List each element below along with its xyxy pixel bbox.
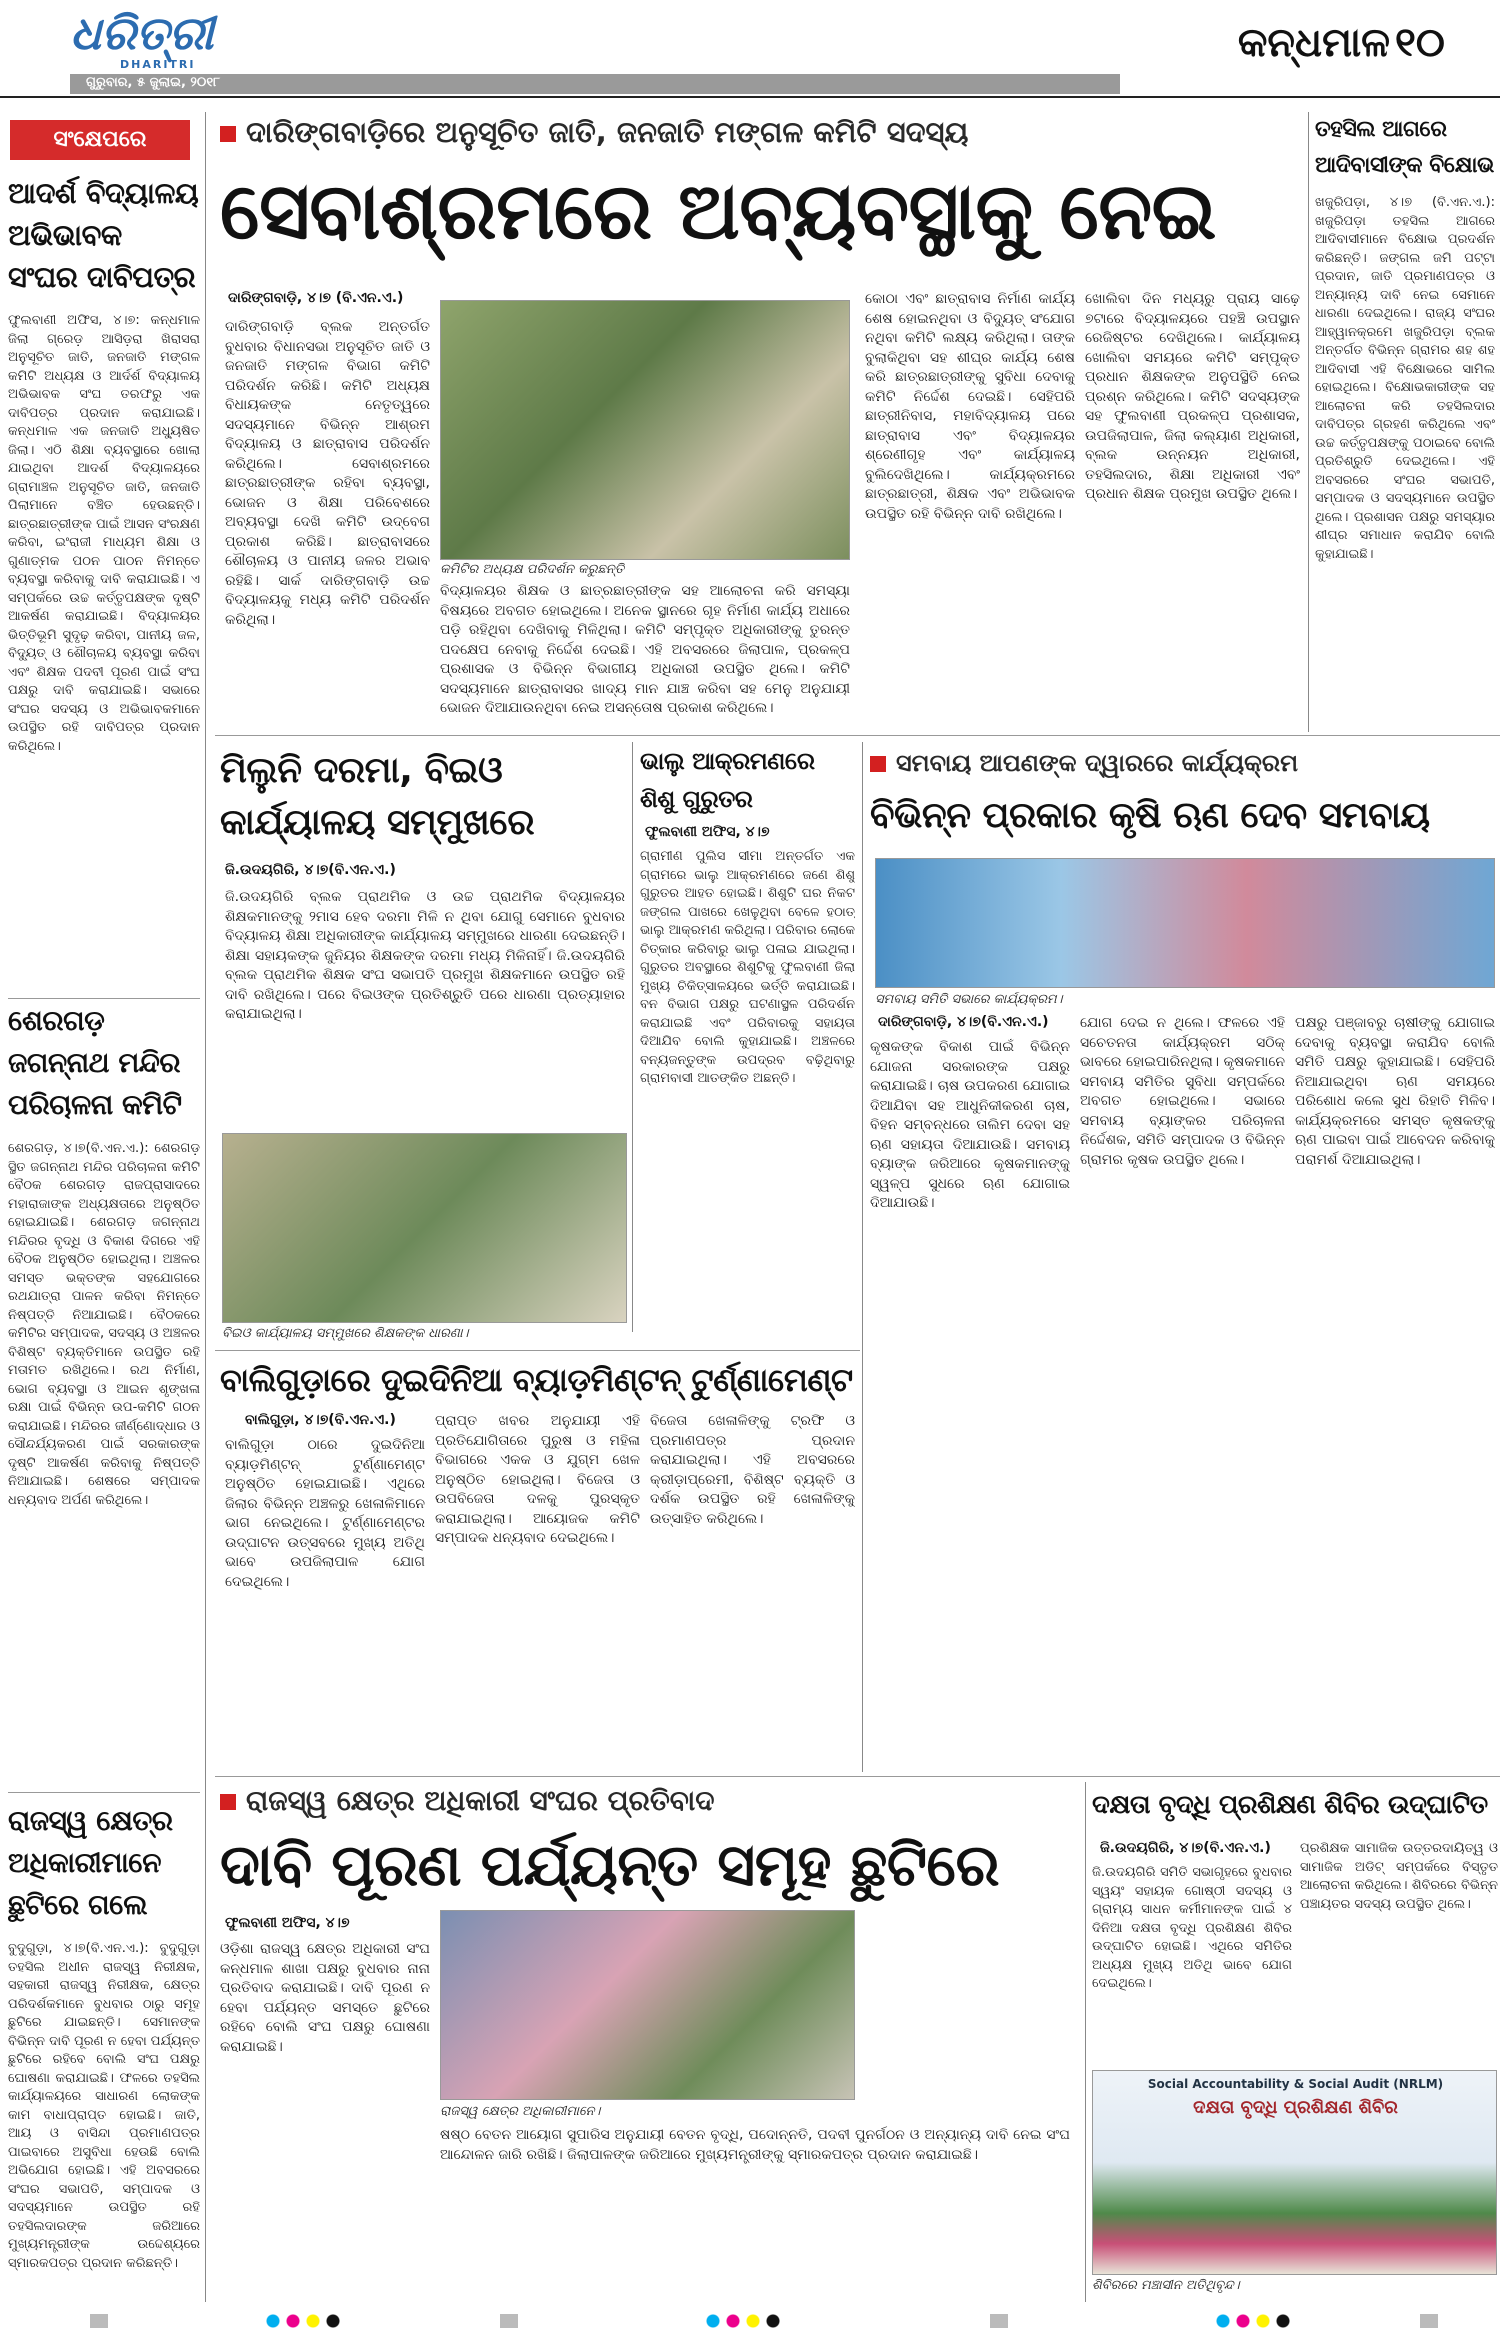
badminton-col1: ବାଲିଗୁଡ଼ା ଠାରେ ଦୁଇଦିନିଆ ବ୍ୟାଡ଼ମିଣ୍ଟନ୍ ଟୁର୍ଣ୍ଣାମେଣ୍ଟ ଅନୁଷ୍ଠିତ ହୋଇଯାଇଛି। ଏଥିରେ ଜିଲାର ବିଭିନ୍ନ ଅଞ୍ଚଳରୁ ଖେଳାଳିମାନେ ଭାଗ ନେଇଥିଲେ। ଟୁର୍ଣ୍ଣାମେଣ୍ଟର ଉଦ୍‌ଘାଟନ ଉତ୍ସବରେ ମୁଖ୍ୟ ଅତିଥି ଭାବେ ଉପଜିଲାପାଳ ଯୋଗ ଦେଇଥିଲେ। — [225, 1437, 425, 1590]
dharana-caption: ବିଇଓ କାର୍ଯ୍ୟାଳୟ ସମ୍ମୁଖରେ ଶିକ୍ଷକଙ୍କ ଧାରଣା। — [222, 1326, 469, 1341]
bank-headline: ବିଭିନ୍ନ ପ୍ରକାର କୃଷି ଋଣ ଦେବ ସମବାୟ — [870, 795, 1430, 836]
skill-divider — [1085, 1782, 1086, 2302]
skill-banner-odia: ଦକ୍ଷତା ବୃଦ୍ଧି ପ୍ରଶିକ୍ଷଣ ଶିବିର — [1193, 2097, 1398, 2118]
badminton-col3: ବିଜେତା ଖେଳାଳିଙ୍କୁ ଟ୍ରଫି ଓ ପ୍ରମାଣପତ୍ର ପ୍ରଦାନ କରାଯାଇଥିଲା। ଏହି ଅବସରରେ କ୍ରୀଡ଼ାପ୍ରେମୀ, ବିଶିଷ୍ଟ ବ୍ୟକ୍ତି ଓ ଦର୍ଶକ ଉପସ୍ଥିତ ରହି ଖେଳାଳିଙ୍କୁ ଉତ୍ସାହିତ କରିଥିଲେ। — [650, 1413, 855, 1527]
revenue-photo — [440, 1910, 855, 2100]
logo-text: ଧରିତ୍ରୀ — [70, 6, 214, 60]
brief-divider-2 — [8, 1792, 200, 1793]
bank-kicker — [870, 745, 1500, 781]
lead-col2: ବିଦ୍ୟାଳୟର ଶିକ୍ଷକ ଓ ଛାତ୍ରଛାତ୍ରୀଙ୍କ ସହ ଆଲୋଚନା କରି ସମସ୍ୟା ବିଷୟରେ ଅବଗତ ହୋଇଥିଲେ। ଅନେକ ସ୍ଥାନରେ ଗୃହ ନିର୍ମାଣ କାର୍ଯ୍ୟ ଅଧାରେ ପଡ଼ି ରହିଥିବା ଦେଖିବାକୁ ମିଳିଥିଲା। କମିଟି ସମ୍ପୃକ୍ତ ଅଧିକାରୀଙ୍କୁ ତୁରନ୍ତ ପଦକ୍ଷେପ ନେବାକୁ ନିର୍ଦ୍ଦେଶ ଦେଇଛି। ଏହି ଅବସରରେ ଜିଲାପାଳ, ପ୍ରକଳ୍ପ ପ୍ରଶାସକ ଓ ବିଭିନ୍ନ ବିଭାଗୀୟ ଅଧିକାରୀ ଉପସ୍ଥିତ ଥିଲେ। କମିଟି ସଦସ୍ୟମାନେ ଛାତ୍ରାବାସର ଖାଦ୍ୟ ମାନ ଯାଞ୍ଚ କରିବା ସହ ମେନୁ ଅନୁଯାୟୀ ଭୋଜନ ଦିଆଯାଉନଥିବା ନେଇ ଅସନ୍ତୋଷ ପ୍ରକାଶ କରିଥିଲେ। — [440, 583, 850, 716]
revenue-headline: ଦାବି ପୂରଣ ପର୍ଯ୍ୟନ୍ତ ସମୂହ ଛୁଟିରେ — [220, 1831, 1000, 1899]
lead-photo — [440, 300, 850, 560]
shishu-headline: ଭାଲୁ ଆକ୍ରମଣରେ ଶିଶୁ ଗୁରୁତର — [640, 747, 815, 813]
left-column-divider — [205, 112, 206, 2302]
lead-headline: ସେବାଶ୍ରମରେ ଅବ୍ୟବସ୍ଥାକୁ ନେଇ — [220, 167, 1217, 257]
brief2-title: ଶେରଗଡ଼ ଜଗନ୍ନାଥ ମନ୍ଦିର ପରିଚାଳନା କମିଟି — [8, 1004, 182, 1121]
skill-headline: ଦକ୍ଷତା ବୃଦ୍ଧି ପ୍ରଶିକ୍ଷଣ ଶିବିର ଉଦ୍‌ଘାଟିତ — [1092, 1790, 1488, 1820]
revenue-kicker-text: ରାଜସ୍ୱ କ୍ଷେତ୍ର ଅଧିକାରୀ ସଂଘର ପ୍ରତିବାଦ — [246, 1784, 715, 1817]
lead-kicker-text: ଦାରିଙ୍ଗବାଡ଼ିରେ ଅନୁସୂଚିତ ଜାତି, ଜନଜାତି ମଙ୍ଗଳ କମିଟି ସଦସ୍ୟ — [246, 115, 969, 149]
revenue-col2: ଷଷ୍ଠ ବେତନ ଆୟୋଗ ସୁପାରିସ ଅନୁଯାୟୀ ବେତନ ବୃଦ୍ଧି, ପଦୋନ୍ନତି, ପଦବୀ ପୁନର୍ଗଠନ ଓ ଅନ୍ୟାନ୍ୟ ଦାବି ନେଇ ସଂଘ ଆନ୍ଦୋଳନ ଜାରି ରଖିଛି। ଜିଲାପାଳଙ୍କ ଜରିଆରେ ମୁଖ୍ୟମନ୍ତ୍ରୀଙ୍କୁ ସ୍ମାରକପତ୍ର ପ୍ରଦାନ କରାଯାଇଛି। — [440, 2127, 1070, 2163]
skill-byline: ଜି.ଉଦୟଗିରି, ୪।୭(ବି.ଏନ.ଏ.) — [1100, 1840, 1271, 1856]
tehsil-body: ଖଜୁରିପଡ଼ା, ୪।୭ (ବି.ଏନ.ଏ.): ଖଜୁରିପଡ଼ା ତହସିଲ ଆଗରେ ଆଦିବାସୀମାନେ ବିକ୍ଷୋଭ ପ୍ରଦର୍ଶନ କରିଛନ୍ତି। ଜଙ୍ଗଲ ଜମି ପଟ୍ଟା ପ୍ରଦାନ, ଜାତି ପ୍ରମାଣପତ୍ର ଓ ଅନ୍ୟାନ୍ୟ ଦାବି ନେଇ ସେମାନେ ଧାରଣା ଦେଇଥିଲେ। ରାଜ୍ୟ ସଂଘର ଆହ୍ୱାନକ୍ରମେ ଖଜୁରିପଡ଼ା ବ୍ଲକ ଅନ୍ତର୍ଗତ ବିଭିନ୍ନ ଗ୍ରାମର ଶହ ଶହ ଆଦିବାସୀ ଏହି ବିକ୍ଷୋଭରେ ସାମିଲ ହୋଇଥିଲେ। ବିକ୍ଷୋଭକାରୀଙ୍କ ସହ ଆଲୋଚନା କରି ତହସିଲଦାର ଦାବିପତ୍ର ଗ୍ରହଣ କରିଥିଲେ ଏବଂ ଉଚ୍ଚ କର୍ତ୍ତୃପକ୍ଷଙ୍କୁ ପଠାଇବେ ବୋଲି ପ୍ରତିଶ୍ରୁତି ଦେଇଥିଲେ। ଏହି ଅବସରରେ ସଂଘର ସଭାପତି, ସମ୍ପାଦକ ଓ ସଦସ୍ୟମାନେ ଉପସ୍ଥିତ ଥିଲେ। ପ୍ରଶାସନ ପକ୍ଷରୁ ସମସ୍ୟାର ଶୀଘ୍ର ସମାଧାନ କରାଯିବ ବୋଲି କୁହାଯାଇଛି। — [1315, 195, 1495, 562]
brief-label-text: ସଂକ୍ଷେପରେ — [53, 127, 147, 152]
tehsil-title: ତହସିଲ ଆଗରେ ଆଦିବାସୀଙ୍କ ବିକ୍ଷୋଭ — [1315, 117, 1494, 178]
skill-body1: ଜି.ଉଦୟଗିରି ସମିତି ସଭାଗୃହରେ ବୁଧବାର ସ୍ୱୟଂ ସହାୟକ ଗୋଷ୍ଠୀ ସଦସ୍ୟ ଓ ଗ୍ରାମ୍ୟ ସାଧନ କର୍ମୀମାନଙ୍କ ପାଇଁ ୪ ଦିନିଆ ଦକ୍ଷତା ବୃଦ୍ଧି ପ୍ରଶିକ୍ଷଣ ଶିବିର ଉଦ୍‌ଘାଟିତ ହୋଇଛି। ଏଥିରେ ସମିତିର ଅଧ୍ୟକ୍ଷ ମୁଖ୍ୟ ଅତିଥି ଭାବେ ଯୋଗ ଦେଇଥିଲେ। — [1092, 1865, 1292, 1991]
skill-banner-text: Social Accountability & Social Audit (NRLM) — [1147, 2077, 1444, 2091]
shishu-divider — [632, 742, 633, 1332]
page-number: ୧୦ — [1395, 20, 1445, 66]
shishu-byline: ଫୁଲବାଣୀ ଅଫିସ, ୪।୭ — [645, 824, 770, 840]
dharana-byline: ଜି.ଉଦୟଗିରି, ୪।୭(ବି.ଏନ.ଏ.) — [225, 862, 396, 878]
badminton-col2: ପ୍ରାପ୍ତ ଖବର ଅନୁଯାୟୀ ଏହି ପ୍ରତିଯୋଗିତାରେ ପୁରୁଷ ଓ ମହିଳା ବିଭାଗରେ ଏକକ ଓ ଯୁଗ୍ମ ଖେଳ ଅନୁଷ୍ଠିତ ହୋଇଥିଲା। ବିଜେତା ଓ ଉପବିଜେତା ଦଳକୁ ପୁରସ୍କୃତ କରାଯାଇଥିଲା। ଆୟୋଜକ କମିଟି ସମ୍ପାଦକ ଧନ୍ୟବାଦ ଦେଇଥିଲେ। — [435, 1413, 640, 1546]
lead-col4: ଖୋଲିବା ଦିନ ମଧ୍ୟରୁ ପ୍ରାୟ ସାଢ଼େ ୭ଟାରେ ବିଦ୍ୟାଳୟରେ ପହଞ୍ଚି ଉପସ୍ଥାନ ରେଜିଷ୍ଟର ଦେଖିଥିଲେ। କାର୍ଯ୍ୟାଳୟ ଖୋଲିବା ସମୟରେ କମିଟି ସମ୍ପୃକ୍ତ ପ୍ରଧାନ ଶିକ୍ଷକଙ୍କ ଅନୁପସ୍ଥିତି ନେଇ ପ୍ରଶ୍ନ କରିଥିଲେ। କମିଟି ସଦସ୍ୟଙ୍କ ସହ ଫୁଲବାଣୀ ପ୍ରକଳ୍ପ ପ୍ରଶାସକ, ଉପଜିଲାପାଳ, ଜିଲା କଲ୍ୟାଣ ଅଧିକାରୀ, ବ୍ଲକ ଉନ୍ନୟନ ଅଧିକାରୀ, ତହସିଲଦାର, ଶିକ୍ଷା ଅଧିକାରୀ ଏବଂ ପ୍ରଧାନ ଶିକ୍ଷକ ପ୍ରମୁଖ ଉପସ୍ଥିତ ଥିଲେ। — [1085, 291, 1300, 502]
brief3-title: ରାଜସ୍ୱ କ୍ଷେତ୍ର ଅଧିକାରୀମାନେ ଛୁଟିରେ ଗଲେ — [8, 1804, 173, 1921]
skill-body2: ପ୍ରଶିକ୍ଷକ ସାମାଜିକ ଉତ୍ତରଦାୟିତ୍ୱ ଓ ସାମାଜିକ ଅଡିଟ୍ ସମ୍ପର୍କରେ ବିସ୍ତୃତ ଆଲୋଚନା କରିଥିଲେ। ଶିବିରରେ ବିଭିନ୍ନ ପଞ୍ଚାୟତର ସଦସ୍ୟ ଉପସ୍ଥିତ ଥିଲେ। — [1300, 1841, 1498, 1912]
issue-date: ଗୁରୁବାର, ୫ ଜୁଲାଇ, ୨୦୧୮ — [86, 75, 220, 90]
kicker-square-icon — [220, 126, 236, 142]
dharana-photo — [222, 1133, 627, 1323]
brief-divider-1 — [8, 998, 200, 999]
logo — [70, 6, 270, 66]
revenue-col1: ଓଡ଼ିଶା ରାଜସ୍ୱ କ୍ଷେତ୍ର ଅଧିକାରୀ ସଂଘ କନ୍ଧମାଳ ଶାଖା ପକ୍ଷରୁ ବୁଧବାର ନାନା ପ୍ରତିବାଦ କରାଯାଇଛି। ଦାବି ପୂରଣ ନ ହେବା ପର୍ଯ୍ୟନ୍ତ ସମସ୍ତେ ଛୁଟିରେ ରହିବେ ବୋଲି ସଂଘ ପକ୍ଷରୁ ଘୋଷଣା କରାଯାଇଛି। — [220, 1941, 430, 2055]
logo-sub: DHARITRI — [120, 58, 196, 71]
bank-col3: ପକ୍ଷରୁ ପଞ୍ଜାବରୁ ଚାଷୀଙ୍କୁ ଯୋଗାଇ ଦେବାକୁ ବ୍ୟବସ୍ଥା କରାଯିବ ବୋଲି ସମିତି ପକ୍ଷରୁ କୁହାଯାଇଛି। ସେହିପରି ନିଆଯାଇଥିବା ଋଣ ସମୟରେ ପରିଶୋଧ କଲେ ସୁଧ ରିହାତି ମିଳିବ। କାର୍ଯ୍ୟକ୍ରମରେ ସମସ୍ତ କୃଷକଙ୍କୁ ଋଣ ପାଇବା ପାଇଁ ଆବେଦନ କରିବାକୁ ପରାମର୍ଶ ଦିଆଯାଇଥିଲା। — [1295, 1015, 1495, 1168]
date-bar — [70, 74, 1120, 94]
dharana-body: ଜି.ଉଦୟଗିରି ବ୍ଲକ ପ୍ରାଥମିକ ଓ ଉଚ୍ଚ ପ୍ରାଥମିକ ବିଦ୍ୟାଳୟର ଶିକ୍ଷକମାନଙ୍କୁ ୨ମାସ ହେବ ଦରମା ମିଳି ନ ଥିବା ଯୋଗୁ ସେମାନେ ବୁଧବାର ବିଦ୍ୟାଳୟ ଶିକ୍ଷା ଅଧିକାରୀଙ୍କ କାର୍ଯ୍ୟାଳୟ ସମ୍ମୁଖରେ ଧାରଣା ଦେଇଛନ୍ତି। ଶିକ୍ଷା ସହାୟକଙ୍କ ଜୁନିୟର ଶିକ୍ଷକଙ୍କ ଦରମା ମଧ୍ୟ ମିଳିନାହିଁ। ଜି.ଉଦୟଗିରି ବ୍ଲକ ପ୍ରାଥମିକ ଶିକ୍ଷକ ସଂଘ ସଭାପତି ପ୍ରମୁଖ ଶିକ୍ଷକମାନେ ଉପସ୍ଥିତ ରହି ଦାବି ରଖିଥିଲେ। ପରେ ବିଇଓଙ୍କ ପ୍ରତିଶ୍ରୁତି ପରେ ଧାରଣା ପ୍ରତ୍ୟାହାର କରାଯାଇଥିଲା। — [225, 889, 625, 1022]
dharana-headline: ମିଲୁନି ଦରମା, ବିଇଓ କାର୍ଯ୍ୟାଳୟ ସମ୍ମୁଖରେ — [220, 750, 535, 843]
brief2-body: ଶେରଗଡ଼, ୪।୭(ବି.ଏନ.ଏ.): ଶେରଗଡ଼ ସ୍ଥିତ ଜଗନ୍ନାଥ ମନ୍ଦିର ପରିଚାଳନା କମିଟି ବୈଠକ ଶେରଗଡ଼ ରାଜପ୍ରାସାଦରେ ମହାରାଜାଙ୍କ ଅଧ୍ୟକ୍ଷତାରେ ଅନୁଷ୍ଠିତ ହୋଇଯାଇଛି। ଶେରଗଡ଼ ଜଗନ୍ନାଥ ମନ୍ଦିରର ବୃଦ୍ଧି ଓ ବିକାଶ ଦିଗରେ ଏହି ବୈଠକ ଅନୁଷ୍ଠିତ ହୋଇଥିଲା। ଅଞ୍ଚଳର ସମସ୍ତ ଭକ୍ତଙ୍କ ସହଯୋଗରେ ରଥଯାତ୍ରା ପାଳନ କରିବା ନିମନ୍ତେ ନିଷ୍ପତ୍ତି ନିଆଯାଇଛି। ବୈଠକରେ କମିଟିର ସମ୍ପାଦକ, ସଦସ୍ୟ ଓ ଅଞ୍ଚଳର ବିଶିଷ୍ଟ ବ୍ୟକ୍ତିମାନେ ଉପସ୍ଥିତ ରହି ମତାମତ ରଖିଥିଲେ। ରଥ ନିର୍ମାଣ, ଭୋଗ ବ୍ୟବସ୍ଥା ଓ ଆଇନ ଶୃଙ୍ଖଳା ରକ୍ଷା ପାଇଁ ବିଭିନ୍ନ ଉପ-କମିଟି ଗଠନ କରାଯାଇଛି। ମନ୍ଦିରର ଜୀର୍ଣ୍ଣୋଦ୍ଧାର ଓ ସୌନ୍ଦର୍ଯ୍ୟକରଣ ପାଇଁ ସରକାରଙ୍କ ଦୃଷ୍ଟି ଆକର୍ଷଣ କରିବାକୁ ନିଷ୍ପତ୍ତି ନିଆଯାଇଛି। ଶେଷରେ ସମ୍ପାଦକ ଧନ୍ୟବାଦ ଅର୍ପଣ କରିଥିଲେ। — [8, 1141, 200, 1508]
bank-col2: ଯୋଗ ଦେଇ ନ ଥିଲେ। ଫଳରେ ଏହି ସଚେତନତା କାର୍ଯ୍ୟକ୍ରମ ସଠିକ୍ ଭାବରେ ହୋଇପାରିନଥିଲା। କୃଷକମାନେ ସମବାୟ ସମିତିର ସୁବିଧା ସମ୍ପର୍କରେ ଅବଗତ ହୋଇଥିଲେ। ସଭାରେ ସମବାୟ ବ୍ୟାଙ୍କର ପରିଚାଳନା ନିର୍ଦ୍ଦେଶକ, ସମିତି ସମ୍ପାଦକ ଓ ବିଭିନ୍ନ ଗ୍ରାମର କୃଷକ ଉପସ୍ଥିତ ଥିଲେ। — [1080, 1015, 1285, 1168]
bank-kicker-square-icon — [870, 756, 886, 772]
revenue-byline: ଫୁଲବାଣୀ ଅଫିସ, ୪।୭ — [225, 1915, 350, 1931]
lead-kicker — [220, 112, 1300, 152]
brief1-title: ଆଦର୍ଶ ବିଦ୍ୟାଳୟ ଅଭିଭାବକ ସଂଘର ଦାବିପତ୍ର — [8, 176, 199, 294]
masthead-rule — [0, 96, 1500, 98]
bank-photo — [875, 858, 1495, 988]
skill-photo — [1092, 2070, 1497, 2275]
revenue-kicker — [220, 1782, 860, 1820]
masthead — [0, 0, 1500, 96]
lead-bottom-rule — [215, 735, 1500, 736]
revenue-caption: ରାଜସ୍ୱ କ୍ଷେତ୍ର ଅଧିକାରୀମାନେ। — [440, 2104, 601, 2119]
shishu-body: ଗ୍ରାମୀଣ ପୁଲିସ ସୀମା ଅନ୍ତର୍ଗତ ଏକ ଗ୍ରାମରେ ଭାଲୁ ଆକ୍ରମଣରେ ଜଣେ ଶିଶୁ ଗୁରୁତର ଆହତ ହୋଇଛି। ଶିଶୁଟି ଘର ନିକଟ ଜଙ୍ଗଲ ପାଖରେ ଖେଳୁଥିବା ବେଳେ ହଠାତ୍ ଭାଲୁ ଆକ୍ରମଣ କରିଥିଲା। ପରିବାର ଲୋକେ ଚିତ୍କାର କରିବାରୁ ଭାଲୁ ପଳାଇ ଯାଇଥିଲା। ଗୁରୁତର ଅବସ୍ଥାରେ ଶିଶୁଟିକୁ ଫୁଲବାଣୀ ଜିଲା ମୁଖ୍ୟ ଚିକିତ୍ସାଳୟରେ ଭର୍ତ୍ତି କରାଯାଇଛି। ବନ ବିଭାଗ ପକ୍ଷରୁ ଘଟଣାସ୍ଥଳ ପରିଦର୍ଶନ କରାଯାଇଛି ଏବଂ ପରିବାରକୁ ସହାୟତା ଦିଆଯିବ ବୋଲି କୁହାଯାଇଛି। ଅଞ୍ଚଳରେ ବନ୍ୟଜନ୍ତୁଙ୍କ ଉପଦ୍ରବ ବଢ଼ିଥିବାରୁ ଗ୍ରାମବାସୀ ଆତଙ୍କିତ ଅଛନ୍ତି। — [640, 849, 855, 1086]
revenue-top-rule — [215, 1776, 1500, 1777]
right-column-divider — [1308, 112, 1309, 732]
revenue-kicker-square-icon — [220, 1794, 236, 1810]
badminton-headline: ବାଲିଗୁଡ଼ାରେ ଦୁଇଦିନିଆ ବ୍ୟାଡ଼ମିଣ୍ଟନ୍ ଟୁର୍ଣ୍ଣାମେଣ୍ଟ — [220, 1361, 853, 1399]
skill-caption: ଶିବିରରେ ମଞ୍ଚାସୀନ ଅତିଥିବୃନ୍ଦ। — [1092, 2278, 1240, 2293]
lead-col1: ଦାରିଙ୍ଗବାଡ଼ି ବ୍ଲକ ଅନ୍ତର୍ଗତ ବୁଧବାର ବିଧାନସଭା ଅନୁସୂଚିତ ଜାତି ଓ ଜନଜାତି ମଙ୍ଗଳ ବିଭାଗ କମିଟି ପରିଦର୍ଶନ କରିଛି। କମିଟି ଅଧ୍ୟକ୍ଷ ବିଧାୟକଙ୍କ ନେତୃତ୍ୱରେ ସଦସ୍ୟମାନେ ବିଭିନ୍ନ ଆଶ୍ରମ ବିଦ୍ୟାଳୟ ଓ ଛାତ୍ରାବାସ ପରିଦର୍ଶନ କରିଥିଲେ। ସେବାଶ୍ରମରେ ଛାତ୍ରଛାତ୍ରୀଙ୍କ ରହିବା ବ୍ୟବସ୍ଥା, ଭୋଜନ ଓ ଶିକ୍ଷା ପରିବେଶରେ ଅବ୍ୟବସ୍ଥା ଦେଖି କମିଟି ଉଦ୍‌ବେଗ ପ୍ରକାଶ କରିଛି। ଛାତ୍ରାବାସରେ ଶୌଚାଳୟ ଓ ପାନୀୟ ଜଳର ଅଭାବ ରହିଛି। ସାର୍କ ଦାରିଙ୍ଗବାଡ଼ି ଉଚ୍ଚ ବିଦ୍ୟାଳୟକୁ ମଧ୍ୟ କମିଟି ପରିଦର୍ଶନ କରିଥିଲା। — [225, 319, 430, 628]
footer-marks — [0, 2306, 1500, 2334]
brief1-body: ଫୁଲବାଣୀ ଅଫିସ, ୪।୭: କନ୍ଧମାଳ ଜିଲା ଗ୍ରେଡ଼ ଆସିଡ଼ରା ଖିରାସରା ଅନୁସୂଚିତ ଜାତି, ଜନଜାତି ମଙ୍ଗଳ କମିଟି ଅଧ୍ୟକ୍ଷ ଓ ଆର୍ଦର୍ଶ ବିଦ୍ୟାଳୟ ଅଭିଭାବକ ସଂଘ ତରଫରୁ ଏକ ଦାବିପତ୍ର ପ୍ରଦାନ କରାଯାଇଛି। କନ୍ଧମାଳ ଏକ ଜନଜାତି ଅଧ୍ୟୁଷିତ ଜିଲା। ଏଠି ଶିକ୍ଷା ବ୍ୟବସ୍ଥାରେ ଖୋଲା ଯାଇଥିବା ଆଦର୍ଶ ବିଦ୍ୟାଳୟରେ ଗ୍ରାମାଞ୍ଚଳ ଅନୁସୂଚିତ ଜାତି, ଜନଜାତି ପିଲାମାନେ ବଞ୍ଚିତ ହେଉଛନ୍ତି। ଛାତ୍ରଛାତ୍ରୀଙ୍କ ପାଇଁ ଆସନ ସଂରକ୍ଷଣ କରିବା, ଇଂରାଜୀ ମାଧ୍ୟମ ଶିକ୍ଷା ଓ ଗୁଣାତ୍ମକ ପଠନ ପାଠନ ନିମନ୍ତେ ବ୍ୟବସ୍ଥା କରିବାକୁ ଦାବି କରାଯାଇଛି। ଏ ସମ୍ପର୍କରେ ଉଚ୍ଚ କର୍ତ୍ତୃପକ୍ଷଙ୍କ ଦୃଷ୍ଟି ଆକର୍ଷଣ କରାଯାଇଛି। ବିଦ୍ୟାଳୟର ଭିତ୍ତିଭୂମି ସୁଦୃଢ଼ କରିବା, ପାନୀୟ ଜଳ, ବିଦ୍ୟୁତ୍ ଓ ଶୌଚାଳୟ ବ୍ୟବସ୍ଥା କରିବା ଏବଂ ଶିକ୍ଷକ ପଦବୀ ପୂରଣ ପାଇଁ ସଂଘ ପକ୍ଷରୁ ଦାବି କରାଯାଇଛି। ସଭାରେ ସଂଘର ସଦସ୍ୟ ଓ ଅଭିଭାବକମାନେ ଉପସ୍ଥିତ ରହି ଦାବିପତ୍ର ପ୍ରଦାନ କରିଥିଲେ। — [8, 313, 200, 754]
brief-label — [10, 120, 190, 160]
bank-kicker-text: ସମବାୟ ଆପଣଙ୍କ ଦ୍ୱାରରେ କାର୍ଯ୍ୟକ୍ରମ — [896, 749, 1299, 777]
badminton-byline: ବାଲିଗୁଡ଼ା, ୪।୭(ବି.ଏନ.ଏ.) — [245, 1412, 396, 1428]
lead-byline: ଦାରିଙ୍ଗବାଡ଼ି, ୪।୭ (ବି.ଏନ.ଏ.) — [228, 290, 404, 306]
bank-divider — [862, 742, 863, 1772]
badminton-top-rule — [215, 1350, 860, 1351]
bank-col1: କୃଷକଙ୍କ ବିକାଶ ପାଇଁ ବିଭିନ୍ନ ଯୋଜନା ସରକାରଙ୍କ ପକ୍ଷରୁ କରାଯାଇଛି। ଚାଷ ଉପକରଣ ଯୋଗାଇ ଦିଆଯିବା ସହ ଆଧୁନିକୀକରଣ ଚାଷ, ବିହନ ସମ୍ବନ୍ଧରେ ତାଲିମ ଦେବା ସହ ଋଣ ସହାୟତା ଦିଆଯାଉଛି। ସମବାୟ ବ୍ୟାଙ୍କ ଜରିଆରେ କୃଷକମାନଙ୍କୁ ସ୍ୱଳ୍ପ ସୁଧରେ ଋଣ ଯୋଗାଇ ଦିଆଯାଉଛି। — [870, 1039, 1070, 1211]
bank-byline: ଦାରିଙ୍ଗବାଡ଼ି, ୪।୭(ବି.ଏନ.ଏ.) — [878, 1014, 1049, 1030]
section-name: କନ୍ଧମାଳ — [1237, 20, 1390, 66]
lead-caption: କମିଟିର ଅଧ୍ୟକ୍ଷ ପରିଦର୍ଶନ କରୁଛନ୍ତି — [440, 562, 624, 577]
lead-col3: କୋଠା ଏବଂ ଛାତ୍ରାବାସ ନିର୍ମାଣ କାର୍ଯ୍ୟ ଶେଷ ହୋଇନଥିବା ଓ ବିଦ୍ୟୁତ୍ ସଂଯୋଗ ନଥିବା କମିଟି ଲକ୍ଷ୍ୟ କରିଥିଲା। ତାଙ୍କ ବୁଲାକିଥିବା ସହ ଶୀଘ୍ର କାର୍ଯ୍ୟ ଶେଷ କରି ଛାତ୍ରଛାତ୍ରୀଙ୍କୁ ସୁବିଧା ଦେବାକୁ କମିଟି ନିର୍ଦ୍ଦେଶ ଦେଇଛି। ସେହିପରି ଛାତ୍ରୀନିବାସ, ମହାବିଦ୍ୟାଳୟ ପରେ ଛାତ୍ରାବାସ ଏବଂ ବିଦ୍ୟାଳୟର ଶ୍ରେଣୀଗୃହ ଏବଂ କାର୍ଯ୍ୟାଳୟ ବୁଲିଦେଖିଥିଲେ। କାର୍ଯ୍ୟକ୍ରମରେ ଛାତ୍ରଛାତ୍ରୀ, ଶିକ୍ଷକ ଏବଂ ଅଭିଭାବକ ଉପସ୍ଥିତ ରହି ବିଭିନ୍ନ ଦାବି ରଖିଥିଲେ। — [865, 291, 1075, 522]
bank-caption: ସମବାୟ ସମିତି ସଭାରେ କାର୍ଯ୍ୟକ୍ରମ। — [875, 992, 1063, 1007]
brief3-body: ବୁଦୁଗୁଡ଼ା, ୪।୭(ବି.ଏନ.ଏ.): ବୁଦୁଗୁଡ଼ା ତହସିଲ ଅଧୀନ ରାଜସ୍ୱ ନିରୀକ୍ଷକ, ସହକାରୀ ରାଜସ୍ୱ ନିରୀକ୍ଷକ, କ୍ଷେତ୍ର ପରିଦର୍ଶକମାନେ ବୁଧବାର ଠାରୁ ସମୂହ ଛୁଟିରେ ଯାଇଛନ୍ତି। ସେମାନଙ୍କ ବିଭିନ୍ନ ଦାବି ପୂରଣ ନ ହେବା ପର୍ଯ୍ୟନ୍ତ ଛୁଟିରେ ରହିବେ ବୋଲି ସଂଘ ପକ୍ଷରୁ ଘୋଷଣା କରାଯାଇଛି। ଫଳରେ ତହସିଲ କାର୍ଯ୍ୟାଳୟରେ ସାଧାରଣ ଲୋକଙ୍କ କାମ ବାଧାପ୍ରାପ୍ତ ହୋଇଛି। ଜାତି, ଆୟ ଓ ବାସିନ୍ଦା ପ୍ରମାଣପତ୍ର ପାଇବାରେ ଅସୁବିଧା ହେଉଛି ବୋଲି ଅଭିଯୋଗ ହୋଇଛି। ଏହି ଅବସରରେ ସଂଘର ସଭାପତି, ସମ୍ପାଦକ ଓ ସଦସ୍ୟମାନେ ଉପସ୍ଥିତ ରହି ତହସିଲଦାରଙ୍କ ଜରିଆରେ ମୁଖ୍ୟମନ୍ତ୍ରୀଙ୍କ ଉଦ୍ଦେଶ୍ୟରେ ସ୍ମାରକପତ୍ର ପ୍ରଦାନ କରିଛନ୍ତି। — [8, 1941, 200, 2271]
